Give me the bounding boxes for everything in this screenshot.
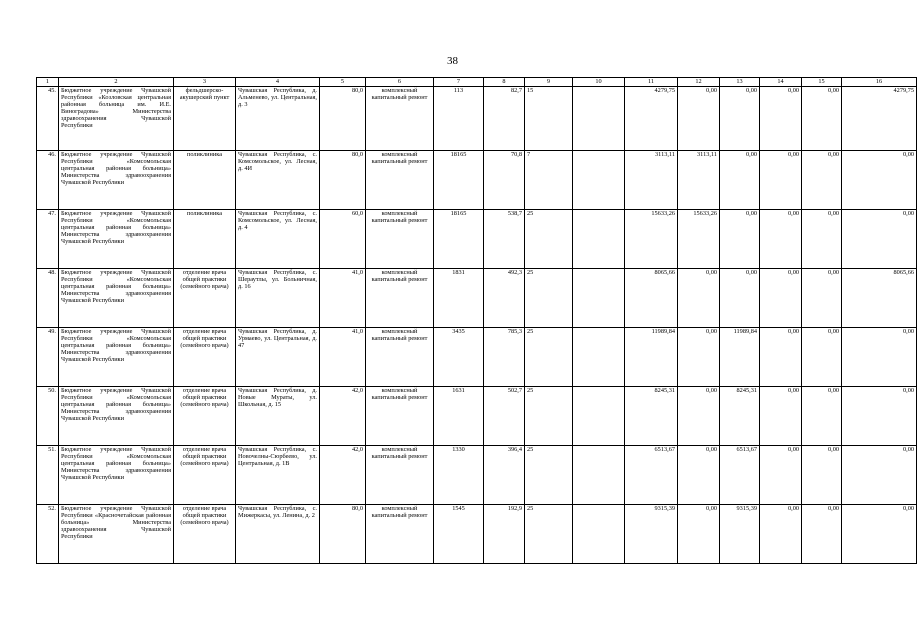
institution-name: Бюджетное учреждение Чувашской Республики «Комсомольская центральная районная больница» Министерства здравоохранения Чувашской Республики [59,151,174,210]
cell-col9: 25 [525,328,573,387]
cell-col10 [573,210,625,269]
cell-col13: 0,00 [720,87,760,151]
facility-type: поликлиника [174,210,236,269]
cell-col8: 492,3 [484,269,525,328]
cell-col14: 0,00 [760,151,802,210]
column-header: 5 [320,78,366,87]
column-header: 11 [625,78,678,87]
cell-col15: 0,00 [802,505,842,564]
cell-col14: 0,00 [760,269,802,328]
column-header: 3 [174,78,236,87]
wear-value: 80,0 [320,505,366,564]
institution-name: Бюджетное учреждение Чувашской Республики «Комсомольская центральная районная больница» Министерства здравоохранения Чувашской Республики [59,387,174,446]
wear-value: 80,0 [320,87,366,151]
cell-col12: 3113,11 [678,151,720,210]
institution-name: Бюджетное учреждение Чувашской Республики «Красночетайская районная больница» Министерства здравоохранения Чувашской Республики [59,505,174,564]
facility-address: Чувашская Республика, с. Комсомольское, ул. Лесная, д. 4И [236,151,320,210]
cell-col13: 6513,67 [720,446,760,505]
cell-col9: 25 [525,387,573,446]
facility-address: Чувашская Республика, д. Новые Мураты, ул. Школьная, д. 15 [236,387,320,446]
cell-col13: 8245,31 [720,387,760,446]
work-type: комплексный капитальный ремонт [366,210,434,269]
cell-col9: 25 [525,269,573,328]
wear-value: 41,0 [320,269,366,328]
column-header: 16 [842,78,917,87]
wear-value: 42,0 [320,446,366,505]
cell-col9: 25 [525,210,573,269]
cell-col16: 0,00 [842,446,917,505]
column-header: 14 [760,78,802,87]
cell-col7: 18165 [434,210,484,269]
cell-col10 [573,87,625,151]
cell-col10 [573,151,625,210]
cell-col16: 4279,75 [842,87,917,151]
work-type: комплексный капитальный ремонт [366,387,434,446]
work-type: комплексный капитальный ремонт [366,328,434,387]
facility-type: отделение врача общей практики (семейного врача) [174,269,236,328]
cell-col15: 0,00 [802,269,842,328]
work-type: комплексный капитальный ремонт [366,269,434,328]
cell-col16: 0,00 [842,151,917,210]
cell-col12: 0,00 [678,87,720,151]
cell-col12: 0,00 [678,505,720,564]
cell-col14: 0,00 [760,328,802,387]
cell-col9: 25 [525,505,573,564]
cell-col7: 1330 [434,446,484,505]
cell-col16: 8065,66 [842,269,917,328]
column-header: 12 [678,78,720,87]
column-header: 10 [573,78,625,87]
facility-type: поликлиника [174,151,236,210]
cell-col13: 0,00 [720,269,760,328]
row-number: 49. [37,328,59,387]
cell-col16: 0,00 [842,387,917,446]
cell-col8: 82,7 [484,87,525,151]
cell-col7: 1831 [434,269,484,328]
work-type: комплексный капитальный ремонт [366,151,434,210]
table-row [37,328,917,387]
row-number: 52. [37,505,59,564]
cell-col8: 538,7 [484,210,525,269]
cell-col7: 3435 [434,328,484,387]
cell-col13: 0,00 [720,151,760,210]
facility-type: отделение врача общей практики (семейного врача) [174,446,236,505]
institution-name: Бюджетное учреждение Чувашской Республики «Комсомольская центральная районная больница» Министерства здравоохранения Чувашской Республики [59,210,174,269]
cell-col12: 0,00 [678,328,720,387]
cell-col11: 8065,66 [625,269,678,328]
column-header: 1 [37,78,59,87]
cell-col10 [573,328,625,387]
institution-name: Бюджетное учреждение Чувашской Республики «Козловская центральная районная больница им. И.Е. Виноградова» Министерства здравоохранения Чувашской Республики [59,87,174,151]
column-header: 6 [366,78,434,87]
cell-col11: 9315,39 [625,505,678,564]
row-number: 47. [37,210,59,269]
cell-col9: 15 [525,87,573,151]
cell-col8: 502,7 [484,387,525,446]
work-type: комплексный капитальный ремонт [366,505,434,564]
table-row [37,151,917,210]
cell-col7: 18165 [434,151,484,210]
table-row [37,269,917,328]
page-number: 38 [447,55,458,67]
cell-col11: 11989,84 [625,328,678,387]
facility-address: Чувашская Республика, с. Шераутлы, ул. Больничная, д. 16 [236,269,320,328]
cell-col16: 0,00 [842,505,917,564]
facility-address: Чувашская Республика, с. Мижеркасы, ул. Ленина, д. 2 [236,505,320,564]
row-number: 50. [37,387,59,446]
cell-col16: 0,00 [842,210,917,269]
facility-address: Чувашская Республика, с. Новочелны-Сюрбеево, ул. Центральная, д. 1В [236,446,320,505]
cell-col12: 15633,26 [678,210,720,269]
column-header: 7 [434,78,484,87]
cell-col15: 0,00 [802,328,842,387]
wear-value: 42,0 [320,387,366,446]
column-header: 2 [59,78,174,87]
cell-col14: 0,00 [760,210,802,269]
institution-name: Бюджетное учреждение Чувашской Республики «Комсомольская центральная районная больница» Министерства здравоохранения Чувашской Республики [59,446,174,505]
column-header: 9 [525,78,573,87]
wear-value: 80,0 [320,151,366,210]
facility-type: отделение врача общей практики (семейного врача) [174,328,236,387]
table-row [37,446,917,505]
cell-col8: 192,9 [484,505,525,564]
cell-col13: 0,00 [720,210,760,269]
cell-col8: 70,8 [484,151,525,210]
cell-col10 [573,387,625,446]
cell-col11: 4279,75 [625,87,678,151]
cell-col12: 0,00 [678,269,720,328]
cell-col14: 0,00 [760,505,802,564]
table-row [37,505,917,564]
cell-col11: 8245,31 [625,387,678,446]
cell-col8: 785,3 [484,328,525,387]
cell-col11: 15633,26 [625,210,678,269]
facilities-table [36,77,917,564]
cell-col16: 0,00 [842,328,917,387]
cell-col9: 25 [525,446,573,505]
cell-col7: 1545 [434,505,484,564]
cell-col9: 7 [525,151,573,210]
facility-type: отделение врача общей практики (семейного врача) [174,505,236,564]
facility-type: отделение врача общей практики (семейного врача) [174,387,236,446]
cell-col15: 0,00 [802,446,842,505]
facility-address: Чувашская Республика, д. Альменево, ул. Центральная, д. 3 [236,87,320,151]
cell-col15: 0,00 [802,210,842,269]
column-header: 4 [236,78,320,87]
cell-col8: 396,4 [484,446,525,505]
row-number: 46. [37,151,59,210]
cell-col14: 0,00 [760,87,802,151]
facility-type: фельдшерско-акушерский пункт [174,87,236,151]
cell-col7: 1631 [434,387,484,446]
cell-col10 [573,446,625,505]
row-number: 48. [37,269,59,328]
facility-address: Чувашская Республика, д. Урмаево, ул. Центральная, д. 47 [236,328,320,387]
cell-col13: 11989,84 [720,328,760,387]
cell-col11: 6513,67 [625,446,678,505]
cell-col12: 0,00 [678,387,720,446]
column-header: 15 [802,78,842,87]
work-type: комплексный капитальный ремонт [366,446,434,505]
cell-col12: 0,00 [678,446,720,505]
cell-col10 [573,269,625,328]
row-number: 51. [37,446,59,505]
facility-address: Чувашская Республика, с. Комсомольское, ул. Лесная, д. 4 [236,210,320,269]
institution-name: Бюджетное учреждение Чувашской Республики «Комсомольская центральная районная больница» Министерства здравоохранения Чувашской Республики [59,328,174,387]
cell-col7: 113 [434,87,484,151]
cell-col15: 0,00 [802,151,842,210]
cell-col15: 0,00 [802,387,842,446]
wear-value: 60,0 [320,210,366,269]
wear-value: 41,0 [320,328,366,387]
work-type: комплексный капитальный ремонт [366,87,434,151]
cell-col14: 0,00 [760,446,802,505]
column-header: 8 [484,78,525,87]
row-number: 45. [37,87,59,151]
cell-col15: 0,00 [802,87,842,151]
cell-col10 [573,505,625,564]
column-number-row [37,78,917,87]
table-row [37,87,917,151]
cell-col11: 3113,11 [625,151,678,210]
institution-name: Бюджетное учреждение Чувашской Республики «Комсомольская центральная районная больница» Министерства здравоохранения Чувашской Республики [59,269,174,328]
table-row [37,210,917,269]
cell-col14: 0,00 [760,387,802,446]
column-header: 13 [720,78,760,87]
cell-col13: 9315,39 [720,505,760,564]
table-row [37,387,917,446]
